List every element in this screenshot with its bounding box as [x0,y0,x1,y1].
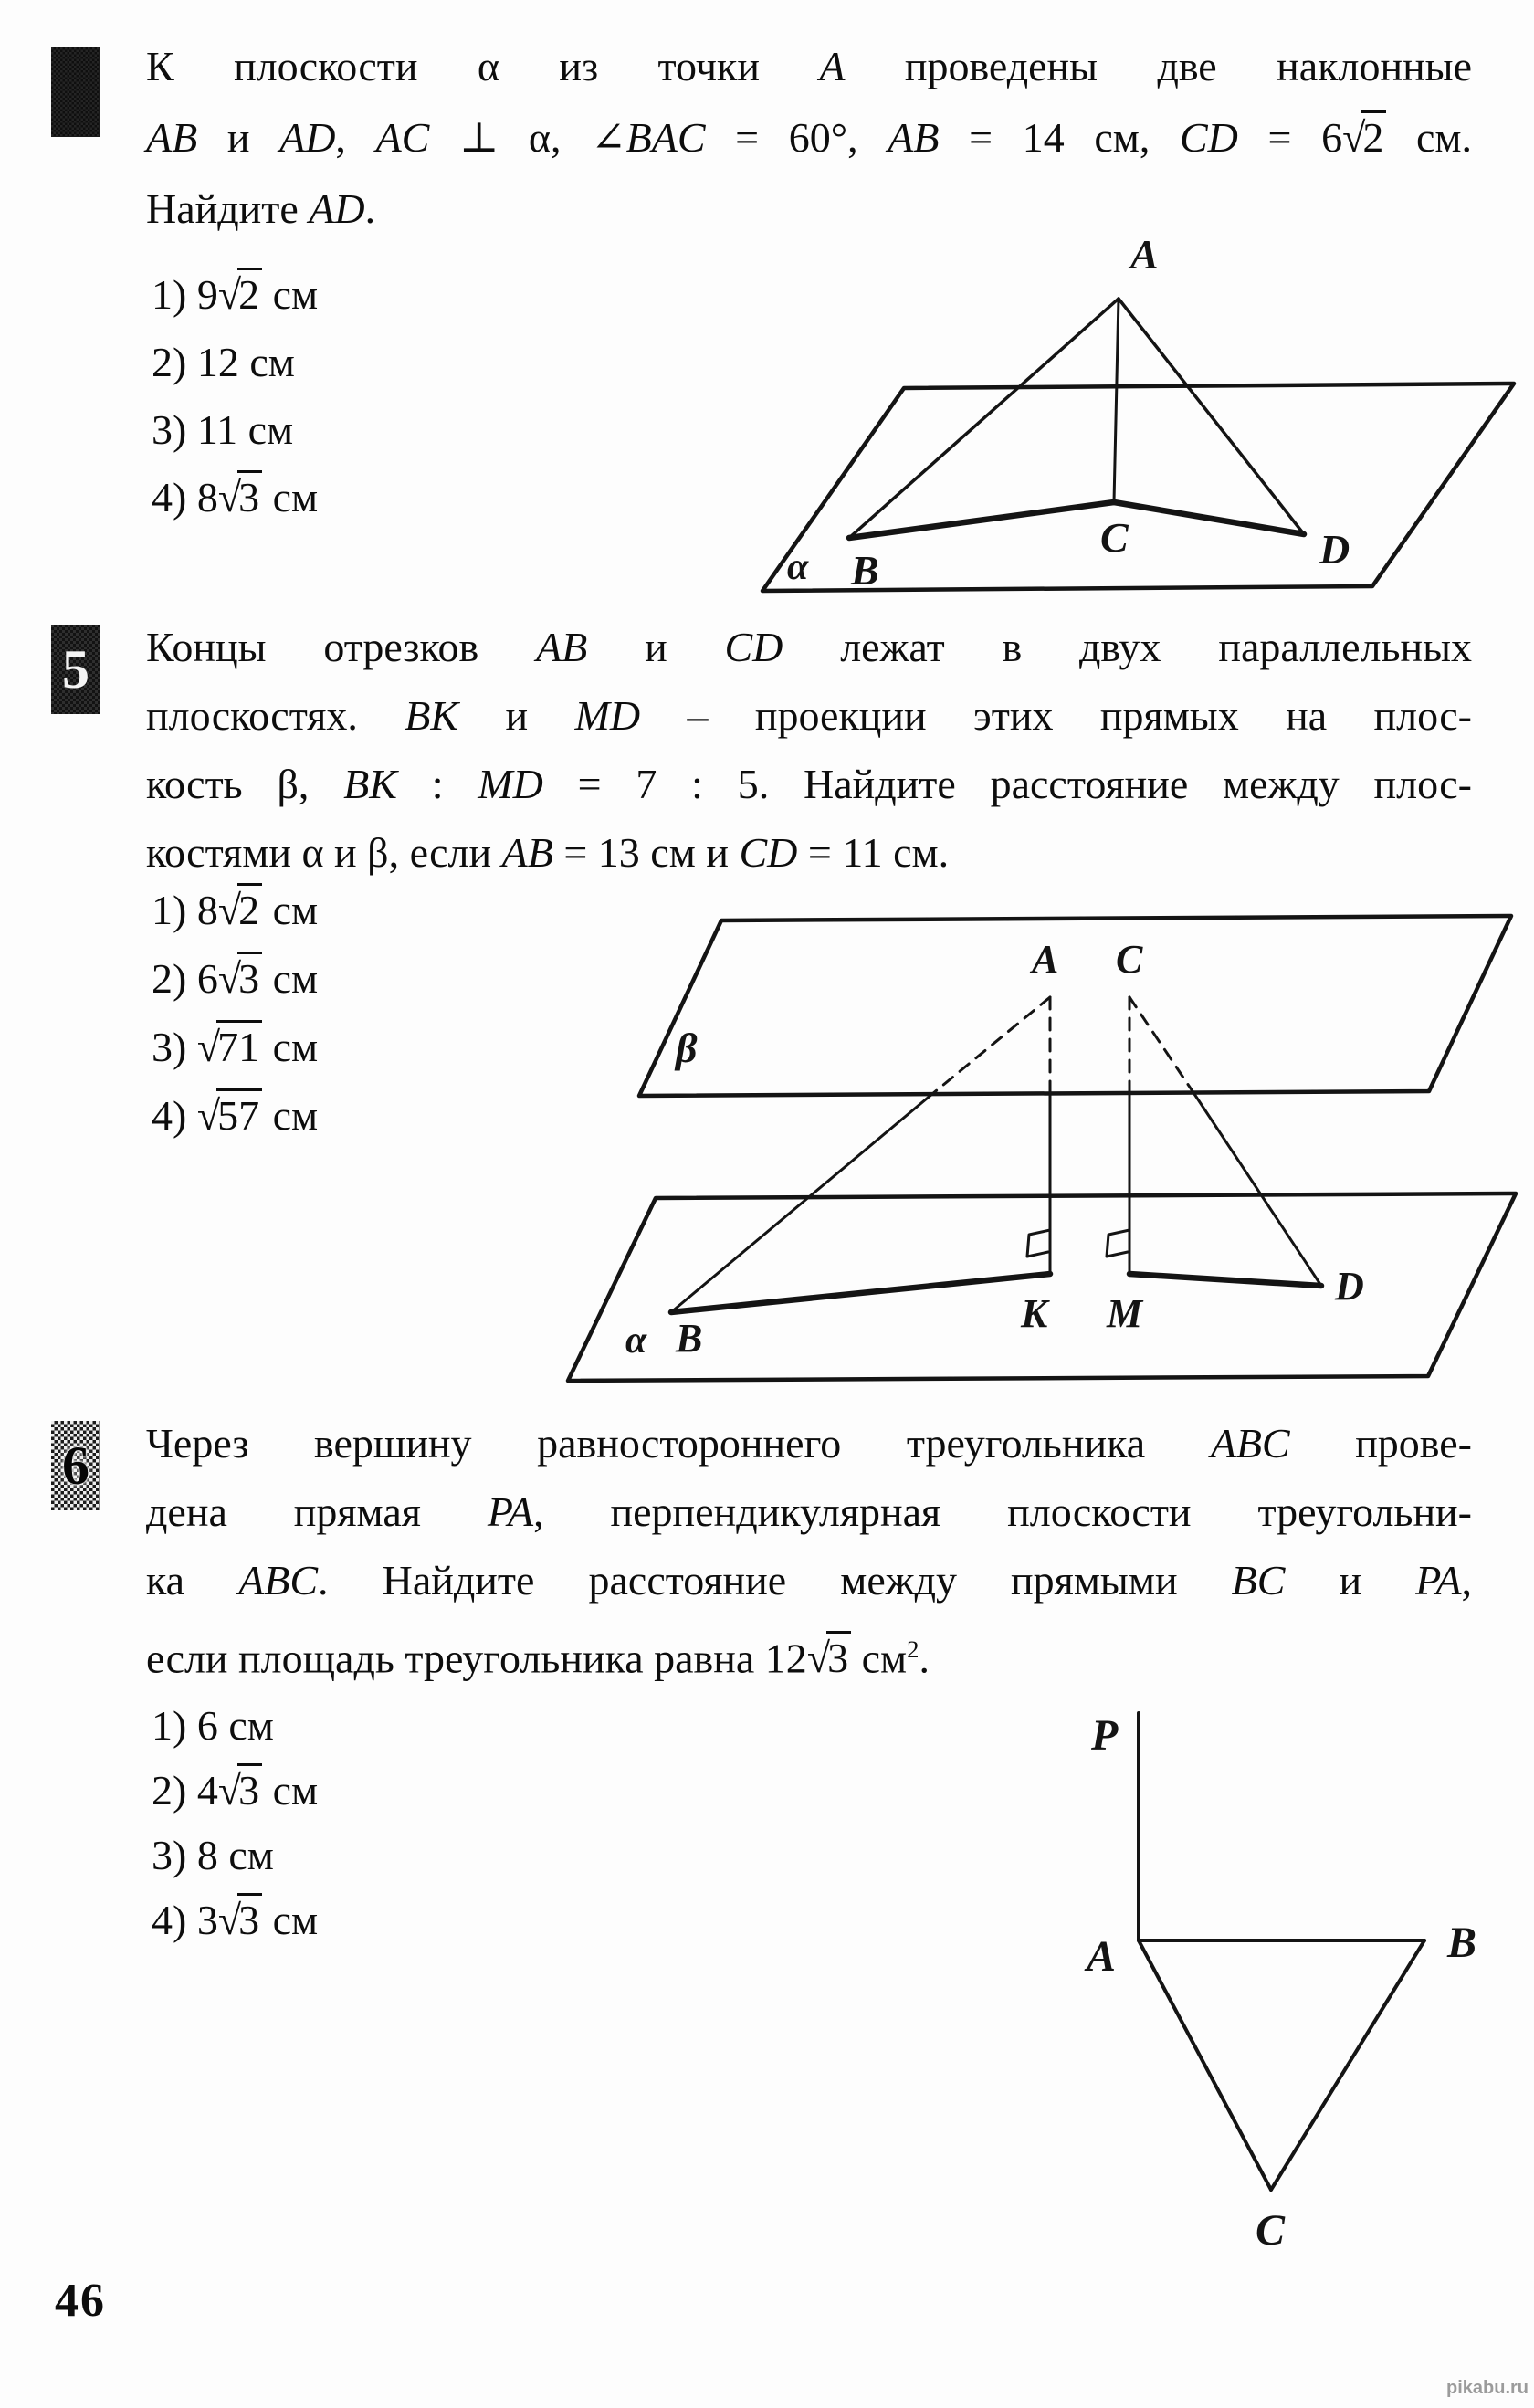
line-CD [1114,502,1304,534]
label-C: C [1256,2206,1286,2255]
answer-option: 4) √57 см [152,1084,318,1148]
problem-text-line: плоскостях. BK и MD – проекции этих прямых на плос- [146,692,1473,739]
problem-text-line: костями α и β, если AB = 13 см и CD = 11 см. [146,829,950,876]
line-AD [1119,299,1304,534]
line-BC [1271,1940,1424,2190]
problem-text-line: Найдите AD. [146,185,376,232]
answer-option: 2) 12 см [152,339,295,385]
diagram-inclined-lines-to-plane [749,203,1525,605]
problem-text-line: если площадь треугольника равна 12√3 $см^2$. [146,1621,1472,1687]
answer-option: 4) 3√3 см [152,1888,318,1952]
line-AB [671,1094,932,1312]
problem-text-line: К плоскости α из точки A проведены две наклонные [146,43,1473,89]
problem-number-badge: 6 [51,1421,100,1510]
label-A: A [1130,231,1159,278]
problem-number-badge [51,47,100,137]
answer-option: 1) 6 см [152,1702,274,1749]
right-angle-mark-K [1027,1230,1050,1257]
answer-option: 3) √71 см [152,1015,318,1079]
label-M: M [1107,1291,1143,1336]
problem-number-badge: 5 [51,625,100,714]
label-D: D [1319,526,1350,573]
label-C: C [1100,514,1129,561]
label-beta: β [676,1025,698,1071]
answer-option: 3) 11 см [152,406,294,453]
answer-option: 2) 4√3 см [152,1759,318,1823]
label-alpha: α [787,546,809,588]
label-alpha: α [625,1320,647,1362]
page-number: 46 [55,2275,106,2327]
line-BC [849,502,1114,538]
problem-text-line: Концы отрезков AB и CD лежат в двух параллельных [146,624,1472,670]
right-angle-mark-M [1107,1230,1129,1257]
problem-text-line: кость β, BK : MD = 7 : 5. Найдите расстояние между плос- [146,761,1472,807]
label-A: A [1087,1932,1117,1981]
label-K: K [1021,1291,1048,1336]
problem-text-line: Через вершину равностороннего треугольника ABC прове- [146,1420,1472,1467]
projection-BK [671,1274,1050,1312]
line-CD-hidden [1129,997,1194,1094]
line-CD [1194,1094,1321,1286]
answer-option: 2) 6√3 см [152,947,318,1011]
label-D: D [1335,1264,1364,1309]
watermark: pikabu.ru [1445,2378,1529,2398]
label-B: B [676,1316,703,1361]
label-P: P [1091,1711,1119,1760]
line-AB [849,299,1119,538]
answer-option: 1) 8√2 см [152,878,318,942]
plane-beta-outline [639,916,1511,1096]
projection-MD [1129,1274,1321,1286]
line-AC [1139,1940,1271,2190]
label-B: B [851,547,879,594]
label-B: B [1447,1919,1477,1967]
line-AB-hidden [932,997,1050,1094]
answer-option: 4) 8√3 см [152,466,318,530]
answer-option: 1) 9√2 см [152,263,318,327]
problem-text-line: AB и AD, AC ⊥ α, ∠BAC = 60°, AB = 14 см, CD = 6√2 см. [146,110,1472,166]
line-AC-perpendicular [1114,299,1119,502]
plane-alpha-outline [568,1193,1516,1381]
diagram-triangle-with-perpendicular [995,1697,1534,2263]
diagram-parallel-planes-projections [548,909,1534,1393]
problem-text-line: ка ABC. Найдите расстояние между прямыми BC и PA, [146,1557,1472,1604]
problem-text-line: дена прямая PA, перпендикулярная плоскости треугольни- [146,1488,1472,1535]
label-A: A [1032,937,1059,982]
label-C: C [1116,937,1143,982]
answer-option: 3) 8 см [152,1832,274,1878]
